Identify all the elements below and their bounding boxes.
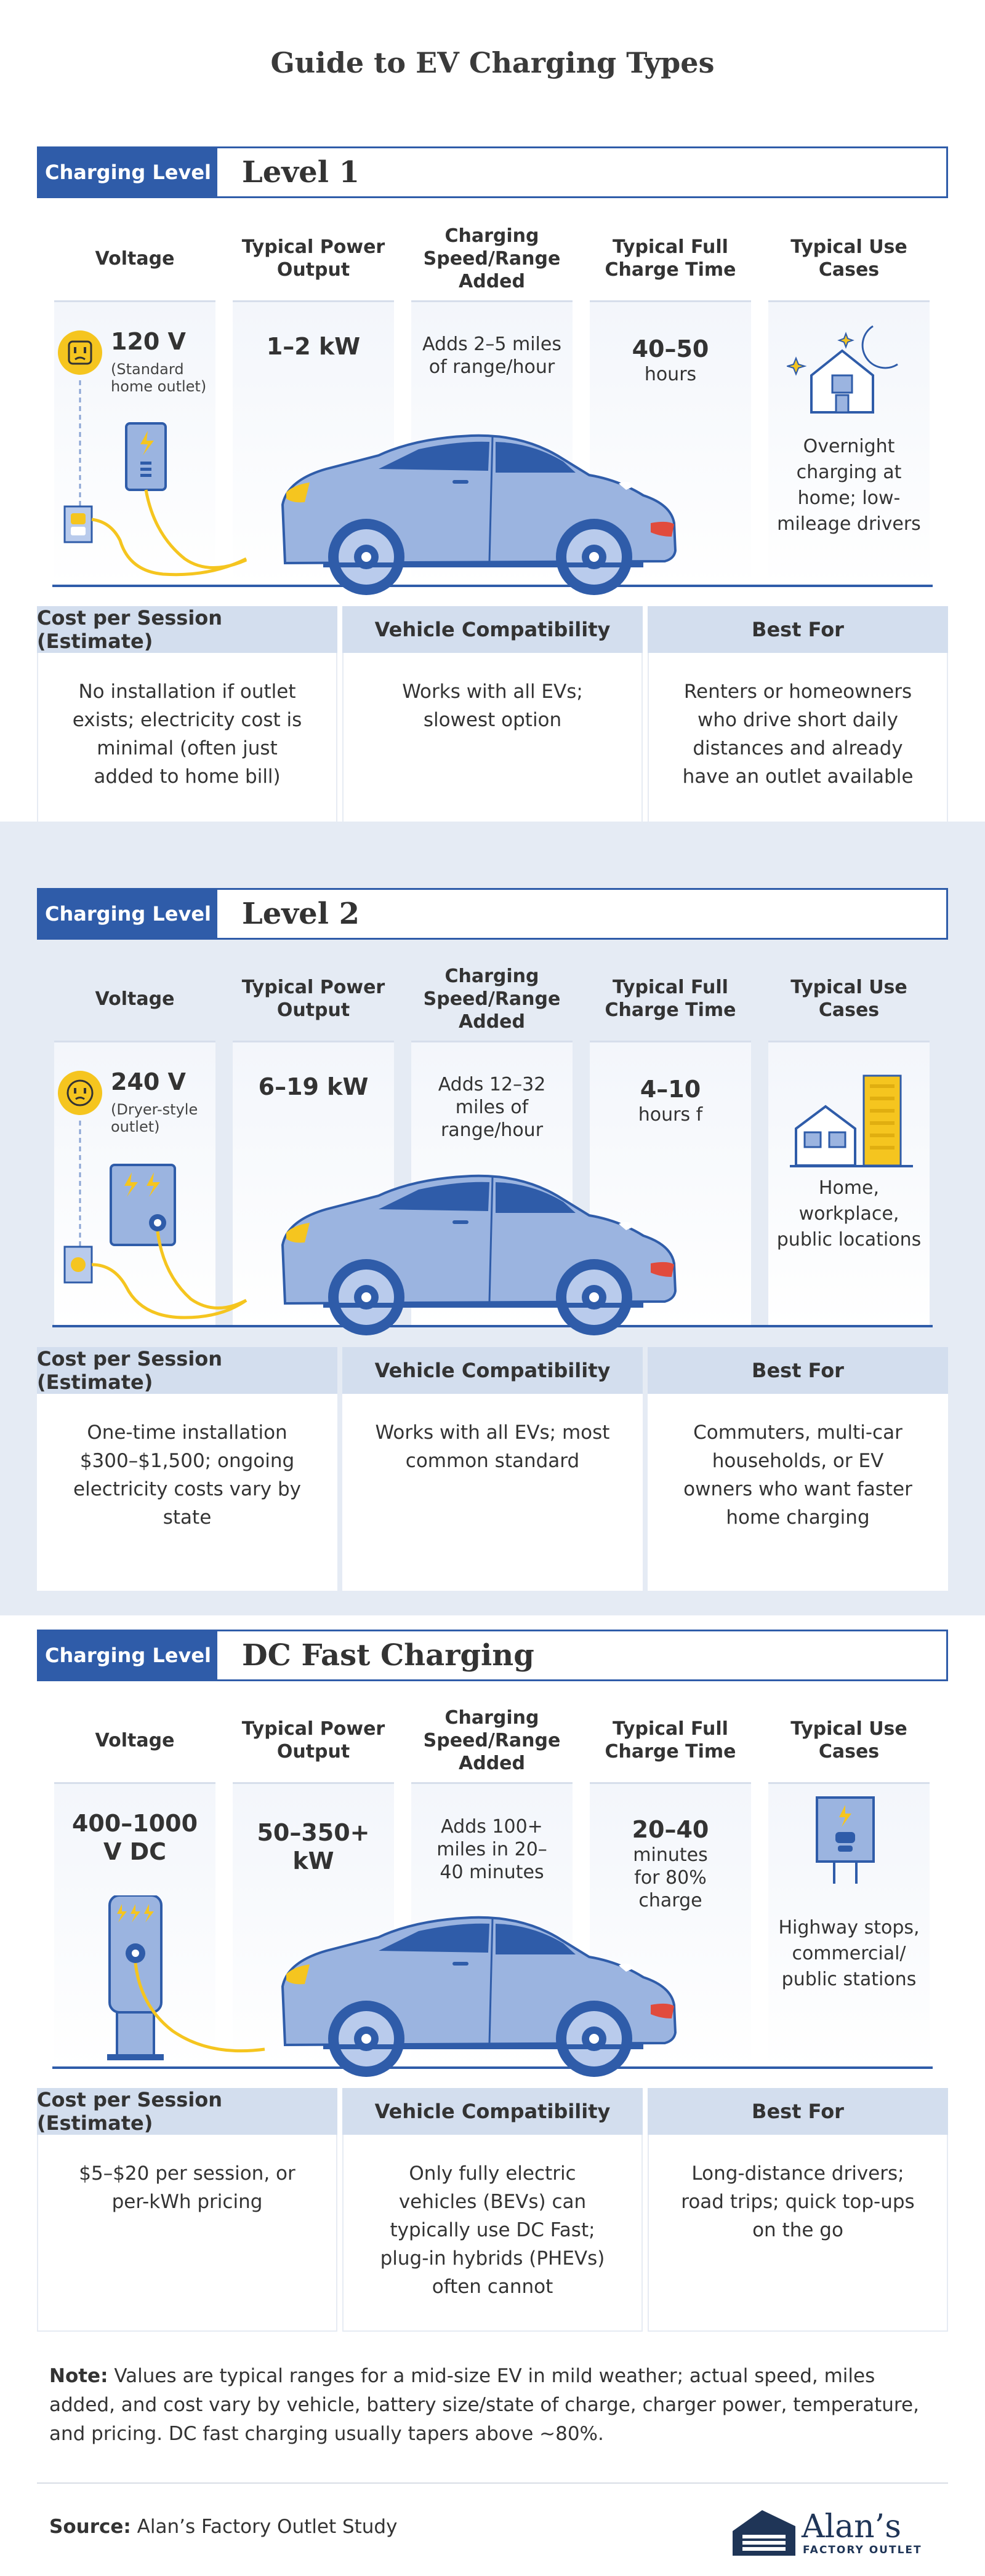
info-body-compat: Works with all EVs; most common standard [342, 1394, 643, 1591]
speed-value: Adds 2–5 miles of range/hour [422, 334, 561, 378]
power-value: 1–2 kW [266, 333, 361, 360]
column-header-use: Typical Use Cases [790, 1718, 907, 1762]
level-tag: Charging Level [39, 890, 217, 938]
wall-charger-icon [62, 1121, 296, 1324]
info-header-compat: Vehicle Compatibility [342, 606, 643, 653]
source [49, 2516, 397, 2538]
time-value: 20–40 [632, 1816, 709, 1843]
info-body-best: Renters or homeowners who drive short daily distances and already have an outlet available [648, 653, 948, 850]
wall-charger-icon [62, 380, 296, 583]
fast-charger-icon [92, 1895, 296, 2068]
electric-car-image [274, 1171, 705, 1340]
level-header [37, 888, 948, 940]
level-name: Level 2 [242, 897, 360, 931]
note-text: Values are typical ranges for a mid-size EV in mild weather; actual speed, miles added, and cost vary by vehicle, battery size/state of charge, charger power, temperature, and pricing. DC fast charging usually tapers above ~80%. [49, 2365, 919, 2445]
logo-name: Alan’s [802, 2508, 901, 2545]
power-value: 50–350+ kW [257, 1819, 370, 1874]
voltage-note: (Dryer-style outlet) [111, 1101, 198, 1135]
page-title: Guide to EV Charging Types [270, 46, 715, 79]
column-header-time: Typical Full Charge Time [605, 977, 736, 1021]
info-header-cost: Cost per Session (Estimate) [37, 606, 337, 653]
info-body-best: Long-distance drivers; road trips; quick top-ups on the go [648, 2135, 948, 2332]
ground-line [52, 585, 933, 587]
info-header-compat: Vehicle Compatibility [342, 1347, 643, 1394]
power-value: 6–19 kW [258, 1073, 369, 1100]
voltage-value: 240 V [111, 1068, 186, 1095]
column-header-speed: Charging Speed/Range Added [423, 965, 561, 1033]
voltage-value: 400–1000 V DC [71, 1810, 198, 1865]
level-name: Level 1 [242, 155, 360, 190]
house-night-icon [787, 320, 910, 418]
outlet-face-icon [57, 1070, 103, 1116]
column-header-speed: Charging Speed/Range Added [423, 225, 561, 292]
column-header-use: Typical Use Cases [790, 977, 907, 1021]
info-header-best: Best For [648, 1347, 948, 1394]
footer-divider [37, 2482, 948, 2484]
time-unit: minutes for 80% charge [633, 1844, 708, 1911]
info-body-cost: $5–$20 per session, or per-kWh pricing [37, 2135, 337, 2332]
barn-logo-icon [733, 2510, 795, 2556]
section-dc-fast [0, 1615, 985, 2354]
outlet-face-icon [57, 329, 103, 376]
footnote [49, 2362, 936, 2449]
column-header-time: Typical Full Charge Time [605, 1718, 736, 1762]
info-header-compat: Vehicle Compatibility [342, 2088, 643, 2135]
column-header-voltage: Voltage [95, 988, 175, 1010]
column-header-time: Typical Full Charge Time [605, 236, 736, 281]
level-tag: Charging Level [39, 1631, 217, 1679]
use-case-text: Home, workplace, public locations [776, 1177, 922, 1250]
level-header [37, 1630, 948, 1681]
source-text: Alan’s Factory Outlet Study [137, 2516, 398, 2538]
note-label: Note: [49, 2365, 108, 2387]
time-unit: hours f [638, 1104, 703, 1126]
column-header-power: Typical Power Output [241, 1718, 385, 1762]
info-header-best: Best For [648, 606, 948, 653]
time-unit: hours [644, 364, 697, 385]
voltage-note: (Standard home outlet) [111, 361, 207, 395]
info-header-cost: Cost per Session (Estimate) [37, 1347, 337, 1394]
column-header-power: Typical Power Output [241, 236, 385, 281]
use-case-text: Overnight charging at home; low-mileage drivers [777, 436, 921, 535]
info-header-best: Best For [648, 2088, 948, 2135]
level-tag: Charging Level [39, 148, 217, 196]
column-header-voltage: Voltage [95, 247, 175, 270]
column-header-speed: Charging Speed/Range Added [423, 1706, 561, 1774]
electric-car-image [274, 1913, 705, 2082]
column-header-voltage: Voltage [95, 1729, 175, 1751]
voltage-value: 120 V [111, 328, 186, 355]
speed-value: Adds 100+ miles in 20–40 minutes [436, 1816, 547, 1883]
time-value: 4–10 [640, 1076, 701, 1103]
column-header-power: Typical Power Output [241, 977, 385, 1021]
info-body-cost: No installation if outlet exists; electricity cost is minimal (often just added to home bill) [37, 653, 337, 850]
speed-value: Adds 12–32 miles of range/hour [438, 1074, 546, 1141]
use-case-text: Highway stops, commercial/ public stations [778, 1917, 920, 1990]
source-label: Source: [49, 2516, 131, 2538]
section-level-2 [0, 822, 985, 1615]
alans-logo [731, 2502, 947, 2558]
time-value: 40–50 [632, 335, 709, 362]
house-office-icon [790, 1070, 913, 1168]
station-sign-icon [814, 1795, 876, 1884]
column-header-use: Typical Use Cases [790, 236, 907, 281]
info-body-compat: Only fully electric vehicles (BEVs) can typically use DC Fast; plug-in hybrids (PHEVs) often cannot [342, 2135, 643, 2332]
info-body-cost: One-time installation $300–$1,500; ongoing electricity costs vary by state [37, 1394, 337, 1591]
ground-line [52, 2066, 933, 2069]
level-name: DC Fast Charging [242, 1638, 534, 1673]
level-header [37, 146, 948, 198]
ground-line [52, 1325, 933, 1327]
info-header-cost: Cost per Session (Estimate) [37, 2088, 337, 2135]
section-level-1 [0, 0, 985, 822]
info-body-compat: Works with all EVs; slowest option [342, 653, 643, 850]
logo-tagline: FACTORY OUTLET [803, 2544, 922, 2556]
electric-car-image [274, 431, 705, 600]
info-body-best: Commuters, multi-car households, or EV owners who want faster home charging [648, 1394, 948, 1591]
